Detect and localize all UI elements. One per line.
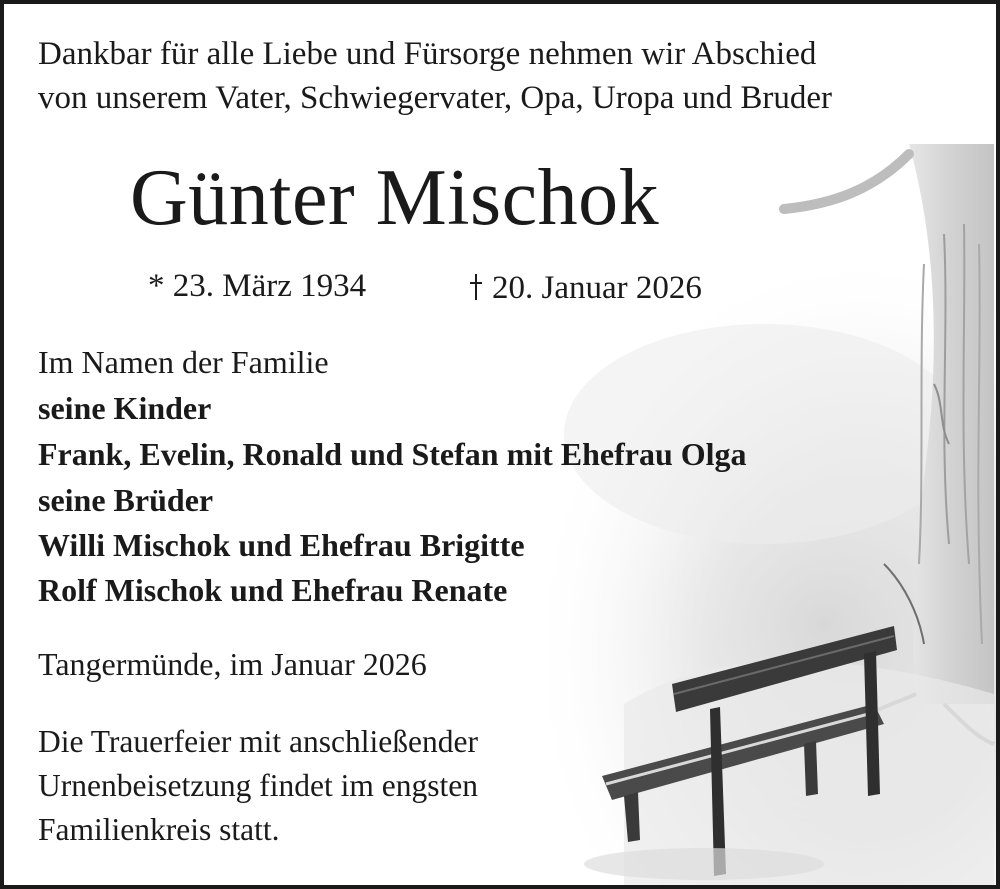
ceremony-line-1: Die Trauerfeier mit anschließender [38,724,478,759]
brothers-heading: seine Brüder [38,482,214,518]
family-intro: Im Namen der Familie [38,344,329,380]
ceremony-line-3: Familienkreis statt. [38,812,280,847]
birth-date: * 23. März 1934 [148,268,367,304]
cross-icon [466,270,486,302]
children-heading: seine Kinder [38,390,212,426]
brother-1: Willi Mischok und Ehefrau Brigitte [38,527,525,563]
ceremony-line-2: Urnenbeisetzung findet im engsten [38,768,479,803]
death-date: 20. Januar 2026 [492,270,702,306]
deceased-name: Günter Mischok [130,154,660,242]
death-date-group [466,270,702,305]
place-date: Tangermünde, im Januar 2026 [38,646,427,682]
intro-line-1: Dankbar für alle Liebe und Fürsorge nehmen wir Abschied [38,36,817,72]
brother-2: Rolf Mischok und Ehefrau Renate [38,572,508,608]
children-names: Frank, Evelin, Ronald und Stefan mit Ehefrau Olga [38,436,747,472]
intro-line-2: von unserem Vater, Schwiegervater, Opa, Uropa und Bruder [38,80,832,116]
